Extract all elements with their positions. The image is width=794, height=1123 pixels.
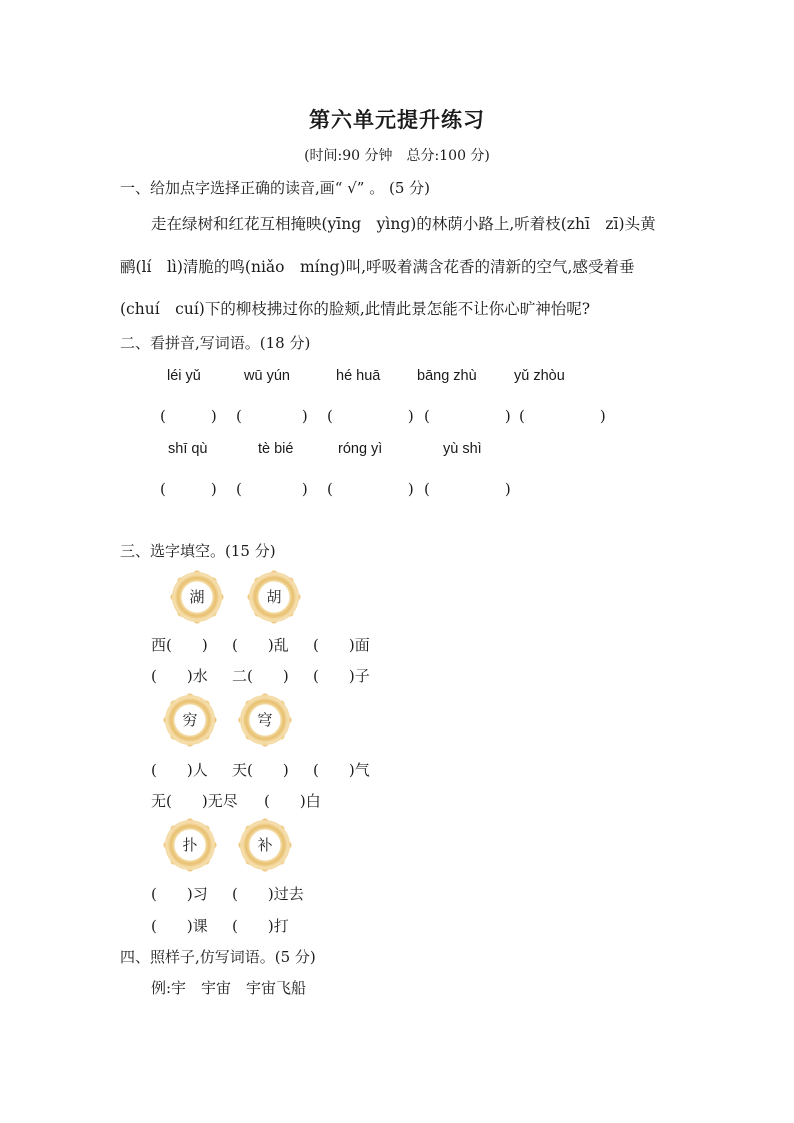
pinyin-5: yǔ zhòu [514, 368, 565, 384]
q1-line-3: (chuí cuí)下的柳枝拂过你的脸颊,此情此景怎能不让你心旷神怡呢? [120, 300, 591, 318]
pinyin-8: róng yì [338, 441, 383, 457]
q2-heading: 二、看拼音,写词语。(18 分) [120, 334, 311, 352]
answer-blank[interactable]: ( ) [424, 407, 511, 425]
pinyin-7: tè bié [258, 441, 294, 457]
q1-line-2: 鹂(lí lì)清脆的鸣(niǎo míng)叫,呼吸着满含花香的清新的空气,感受着垂 [120, 258, 635, 276]
fill-item[interactable]: ( )面 [313, 636, 370, 654]
page-subtitle: (时间:90 分钟 总分:100 分) [304, 148, 490, 164]
page-title: 第六单元提升练习 [309, 107, 485, 132]
pinyin-6: shī qù [168, 441, 208, 457]
answer-blank[interactable]: ( ) [519, 407, 606, 425]
answer-blank[interactable]: ( ) [327, 480, 414, 498]
badge-char: 扑 [182, 836, 198, 854]
pinyin-3: hé huā [336, 368, 381, 384]
pinyin-9: yù shì [443, 441, 482, 457]
fill-item[interactable]: 二( ) [232, 667, 289, 685]
fill-item[interactable]: 西( ) [151, 636, 208, 654]
answer-blank[interactable]: ( ) [236, 480, 308, 498]
fill-item[interactable]: ( )人 [151, 761, 208, 779]
pinyin-2: wū yún [244, 368, 290, 384]
fill-item[interactable]: ( )过去 [232, 885, 304, 903]
fill-item[interactable]: ( )白 [264, 792, 321, 810]
q1-heading: 一、给加点字选择正确的读音,画“ √” 。 (5 分) [120, 179, 430, 197]
answer-blank[interactable]: ( ) [160, 480, 217, 498]
char-badge-hu-lake [174, 574, 220, 620]
char-badge-qiong-poor [167, 697, 213, 743]
answer-blank[interactable]: ( ) [160, 407, 217, 425]
badge-char: 补 [257, 836, 273, 854]
char-badge-pu [167, 822, 213, 868]
answer-blank[interactable]: ( ) [424, 480, 511, 498]
badge-char: 穹 [257, 711, 273, 729]
fill-item[interactable]: ( )课 [151, 917, 208, 935]
badge-char: 胡 [266, 588, 282, 606]
fill-item[interactable]: ( )子 [313, 667, 370, 685]
q4-heading: 四、照样子,仿写词语。(5 分) [120, 948, 316, 966]
char-badge-bu [242, 822, 288, 868]
pinyin-1: léi yǔ [167, 368, 201, 384]
answer-blank[interactable]: ( ) [236, 407, 308, 425]
q3-heading: 三、选字填空。(15 分) [120, 542, 276, 560]
fill-item[interactable]: 无( )无尽 [151, 792, 238, 810]
q1-line-1: 走在绿树和红花互相掩映(yīng yìng)的林荫小路上,听着枝(zhī zī)头黄 [151, 215, 656, 233]
fill-item[interactable]: 天( ) [232, 761, 289, 779]
char-badge-hu-beard [251, 574, 297, 620]
pinyin-4: bāng zhù [417, 368, 477, 384]
fill-item[interactable]: ( )乱 [232, 636, 289, 654]
fill-item[interactable]: ( )打 [232, 917, 289, 935]
fill-item[interactable]: ( )气 [313, 761, 370, 779]
badge-char: 穷 [182, 711, 198, 729]
fill-item[interactable]: ( )水 [151, 667, 208, 685]
fill-item[interactable]: ( )习 [151, 885, 208, 903]
q4-example: 例:宇 宇宙 宇宙飞船 [151, 979, 307, 997]
badge-char: 湖 [189, 588, 205, 606]
answer-blank[interactable]: ( ) [327, 407, 414, 425]
char-badge-qiong-sky [242, 697, 288, 743]
